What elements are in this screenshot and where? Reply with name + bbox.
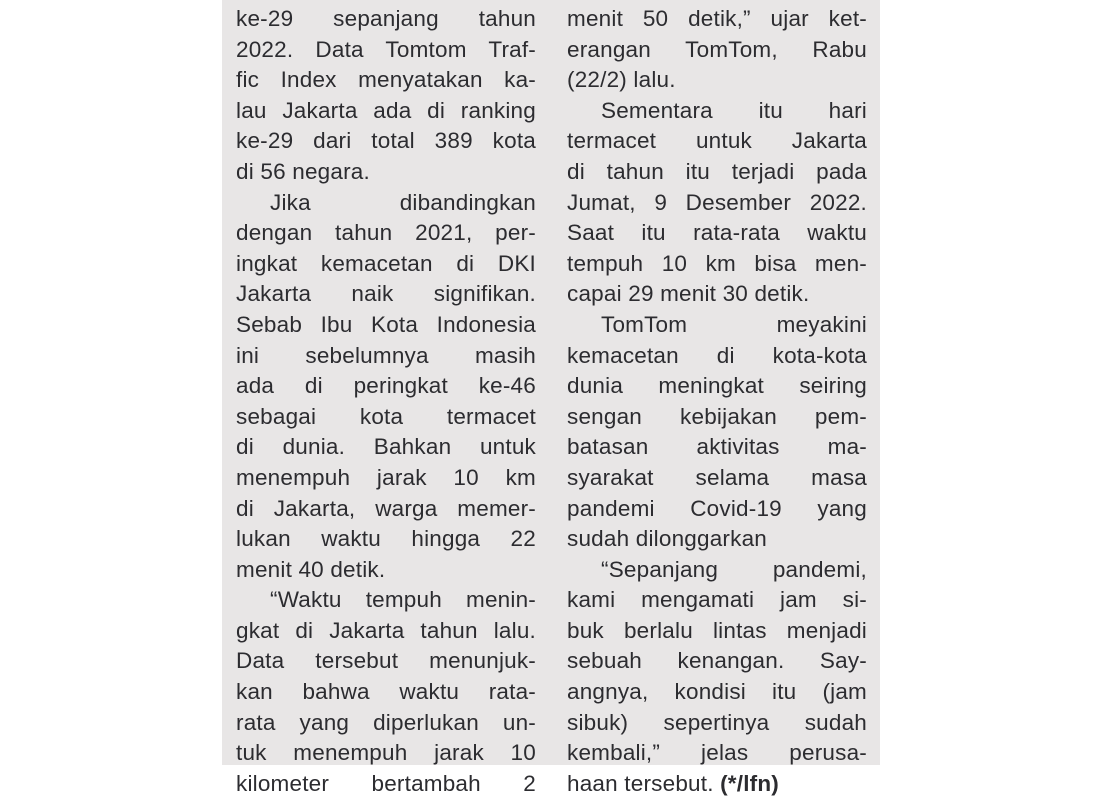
text-line: [236, 35, 536, 66]
text-line: [236, 341, 536, 372]
text-line: [236, 432, 536, 463]
newspaper-clipping: [222, 0, 880, 796]
text-line: [567, 157, 867, 188]
text-line-content: dengan tahun 2021, per-: [236, 220, 536, 246]
text-line: [236, 96, 536, 127]
text-line: [236, 65, 536, 96]
author-byline: (*/lfn): [720, 770, 779, 796]
text-line: [567, 279, 867, 310]
text-line: [236, 708, 536, 739]
text-line-content: Data tersebut menunjuk-: [236, 648, 536, 674]
text-line: [567, 555, 867, 586]
text-line: [567, 708, 867, 739]
text-line-content: kami mengamati jam si-: [567, 587, 867, 613]
text-line-content: Sebab Ibu Kota Indonesia: [236, 311, 536, 337]
text-line-content: menempuh jarak 10 km: [236, 464, 536, 490]
text-line-content: batasan aktivitas ma-: [567, 434, 867, 460]
text-line-content: sengan kebijakan pem-: [567, 403, 867, 429]
text-line-content: ke-29 sepanjang tahun: [236, 6, 536, 31]
text-line: [567, 188, 867, 219]
text-line-content: angnya, kondisi itu (jam: [567, 679, 867, 705]
text-line-content: Sementara itu hari: [601, 97, 867, 123]
article-column-left: [236, 4, 536, 799]
text-line: [567, 677, 867, 708]
text-line: [236, 769, 536, 799]
text-line: [236, 279, 536, 310]
text-line: [236, 463, 536, 494]
text-line: [236, 188, 536, 219]
text-line: [236, 555, 536, 586]
text-line: [567, 341, 867, 372]
text-line: [567, 249, 867, 280]
text-line: [236, 218, 536, 249]
text-line-content: sebagai kota termacet: [236, 403, 536, 429]
text-line-content: gkat di Jakarta tahun lalu.: [236, 617, 536, 643]
text-line-content: kilometer bertambah 2: [236, 770, 536, 796]
article-column-right: [567, 4, 867, 799]
text-line-content: “Waktu tempuh menin-: [270, 587, 536, 613]
text-line-content: di dunia. Bahkan untuk: [236, 434, 536, 460]
text-line: [567, 616, 867, 647]
text-line-content: tempuh 10 km bisa men-: [567, 250, 867, 276]
text-line: [567, 585, 867, 616]
text-line-content: “Sepanjang pandemi,: [601, 556, 867, 582]
text-line: [567, 4, 867, 35]
text-line: [567, 432, 867, 463]
text-line-content: di Jakarta, warga memer-: [236, 495, 536, 521]
text-line-content: kembali,” jelas perusa-: [567, 740, 867, 766]
text-line-content: menit 50 detik,” ujar ket-: [567, 6, 867, 31]
text-line-content: kan bahwa waktu rata-: [236, 679, 536, 705]
text-line-content: ada di peringkat ke-46: [236, 373, 536, 399]
text-line-content: Jakarta naik signifikan.: [236, 281, 536, 307]
text-line: [236, 249, 536, 280]
text-line: [236, 585, 536, 616]
text-line-content: Jumat, 9 Desember 2022.: [567, 189, 867, 215]
text-line-content: di tahun itu terjadi pada: [567, 158, 867, 184]
text-line-content: menit 40 detik.: [236, 556, 386, 582]
text-line-content: Jika dibandingkan: [270, 189, 536, 215]
text-line: [236, 157, 536, 188]
text-line: [567, 646, 867, 677]
text-line: [567, 96, 867, 127]
text-line-content: di 56 negara.: [236, 158, 370, 184]
text-line-content: Saat itu rata-rata waktu: [567, 220, 867, 246]
text-line-content: syarakat selama masa: [567, 464, 867, 490]
text-line-content: rata yang diperlukan un-: [236, 709, 536, 735]
text-line: [236, 402, 536, 433]
text-line: [567, 494, 867, 525]
text-line-content: (22/2) lalu.: [567, 67, 676, 93]
text-line: [567, 218, 867, 249]
text-line-content: buk berlalu lintas menjadi: [567, 617, 867, 643]
text-line: [567, 463, 867, 494]
text-line-content: capai 29 menit 30 detik.: [567, 281, 810, 307]
text-line-content: erangan TomTom, Rabu: [567, 36, 867, 62]
text-line-content: 2022. Data Tomtom Traf-: [236, 36, 536, 62]
text-line-content: tuk menempuh jarak 10: [236, 740, 536, 766]
text-line-content: sudah dilonggarkan: [567, 526, 768, 552]
text-line: [567, 524, 867, 555]
text-line: [567, 65, 867, 96]
text-line-content: ke-29 dari total 389 kota: [236, 128, 536, 154]
text-line-content: kemacetan di kota-kota: [567, 342, 867, 368]
text-line: [236, 738, 536, 769]
text-line-content: ini sebelumnya masih: [236, 342, 536, 368]
text-line: [567, 35, 867, 66]
text-line: [567, 310, 867, 341]
text-line-content: ingkat kemacetan di DKI: [236, 250, 536, 276]
text-line-content: fic Index menyatakan ka-: [236, 67, 536, 93]
text-line-content: sibuk) sepertinya sudah: [567, 709, 867, 735]
text-line: [236, 677, 536, 708]
text-line-content: dunia meningkat seiring: [567, 373, 867, 399]
text-line-content: termacet untuk Jakarta: [567, 128, 867, 154]
text-line-content: lukan waktu hingga 22: [236, 526, 536, 552]
text-line-content: sebuah kenangan. Say-: [567, 648, 867, 674]
text-line: [567, 371, 867, 402]
text-line: [567, 126, 867, 157]
text-line: [236, 646, 536, 677]
text-line: [567, 738, 867, 769]
text-line: [236, 616, 536, 647]
text-line-content: haan tersebut.: [567, 770, 714, 796]
text-line: [236, 4, 536, 35]
text-line: [236, 371, 536, 402]
text-line: [236, 310, 536, 341]
text-line: [567, 769, 867, 799]
text-line: [236, 126, 536, 157]
text-line-content: lau Jakarta ada di ranking: [236, 97, 536, 123]
text-line-content: TomTom meyakini: [601, 311, 867, 337]
text-line: [236, 494, 536, 525]
text-line-content: pandemi Covid-19 yang: [567, 495, 867, 521]
text-line: [236, 524, 536, 555]
text-line: [567, 402, 867, 433]
